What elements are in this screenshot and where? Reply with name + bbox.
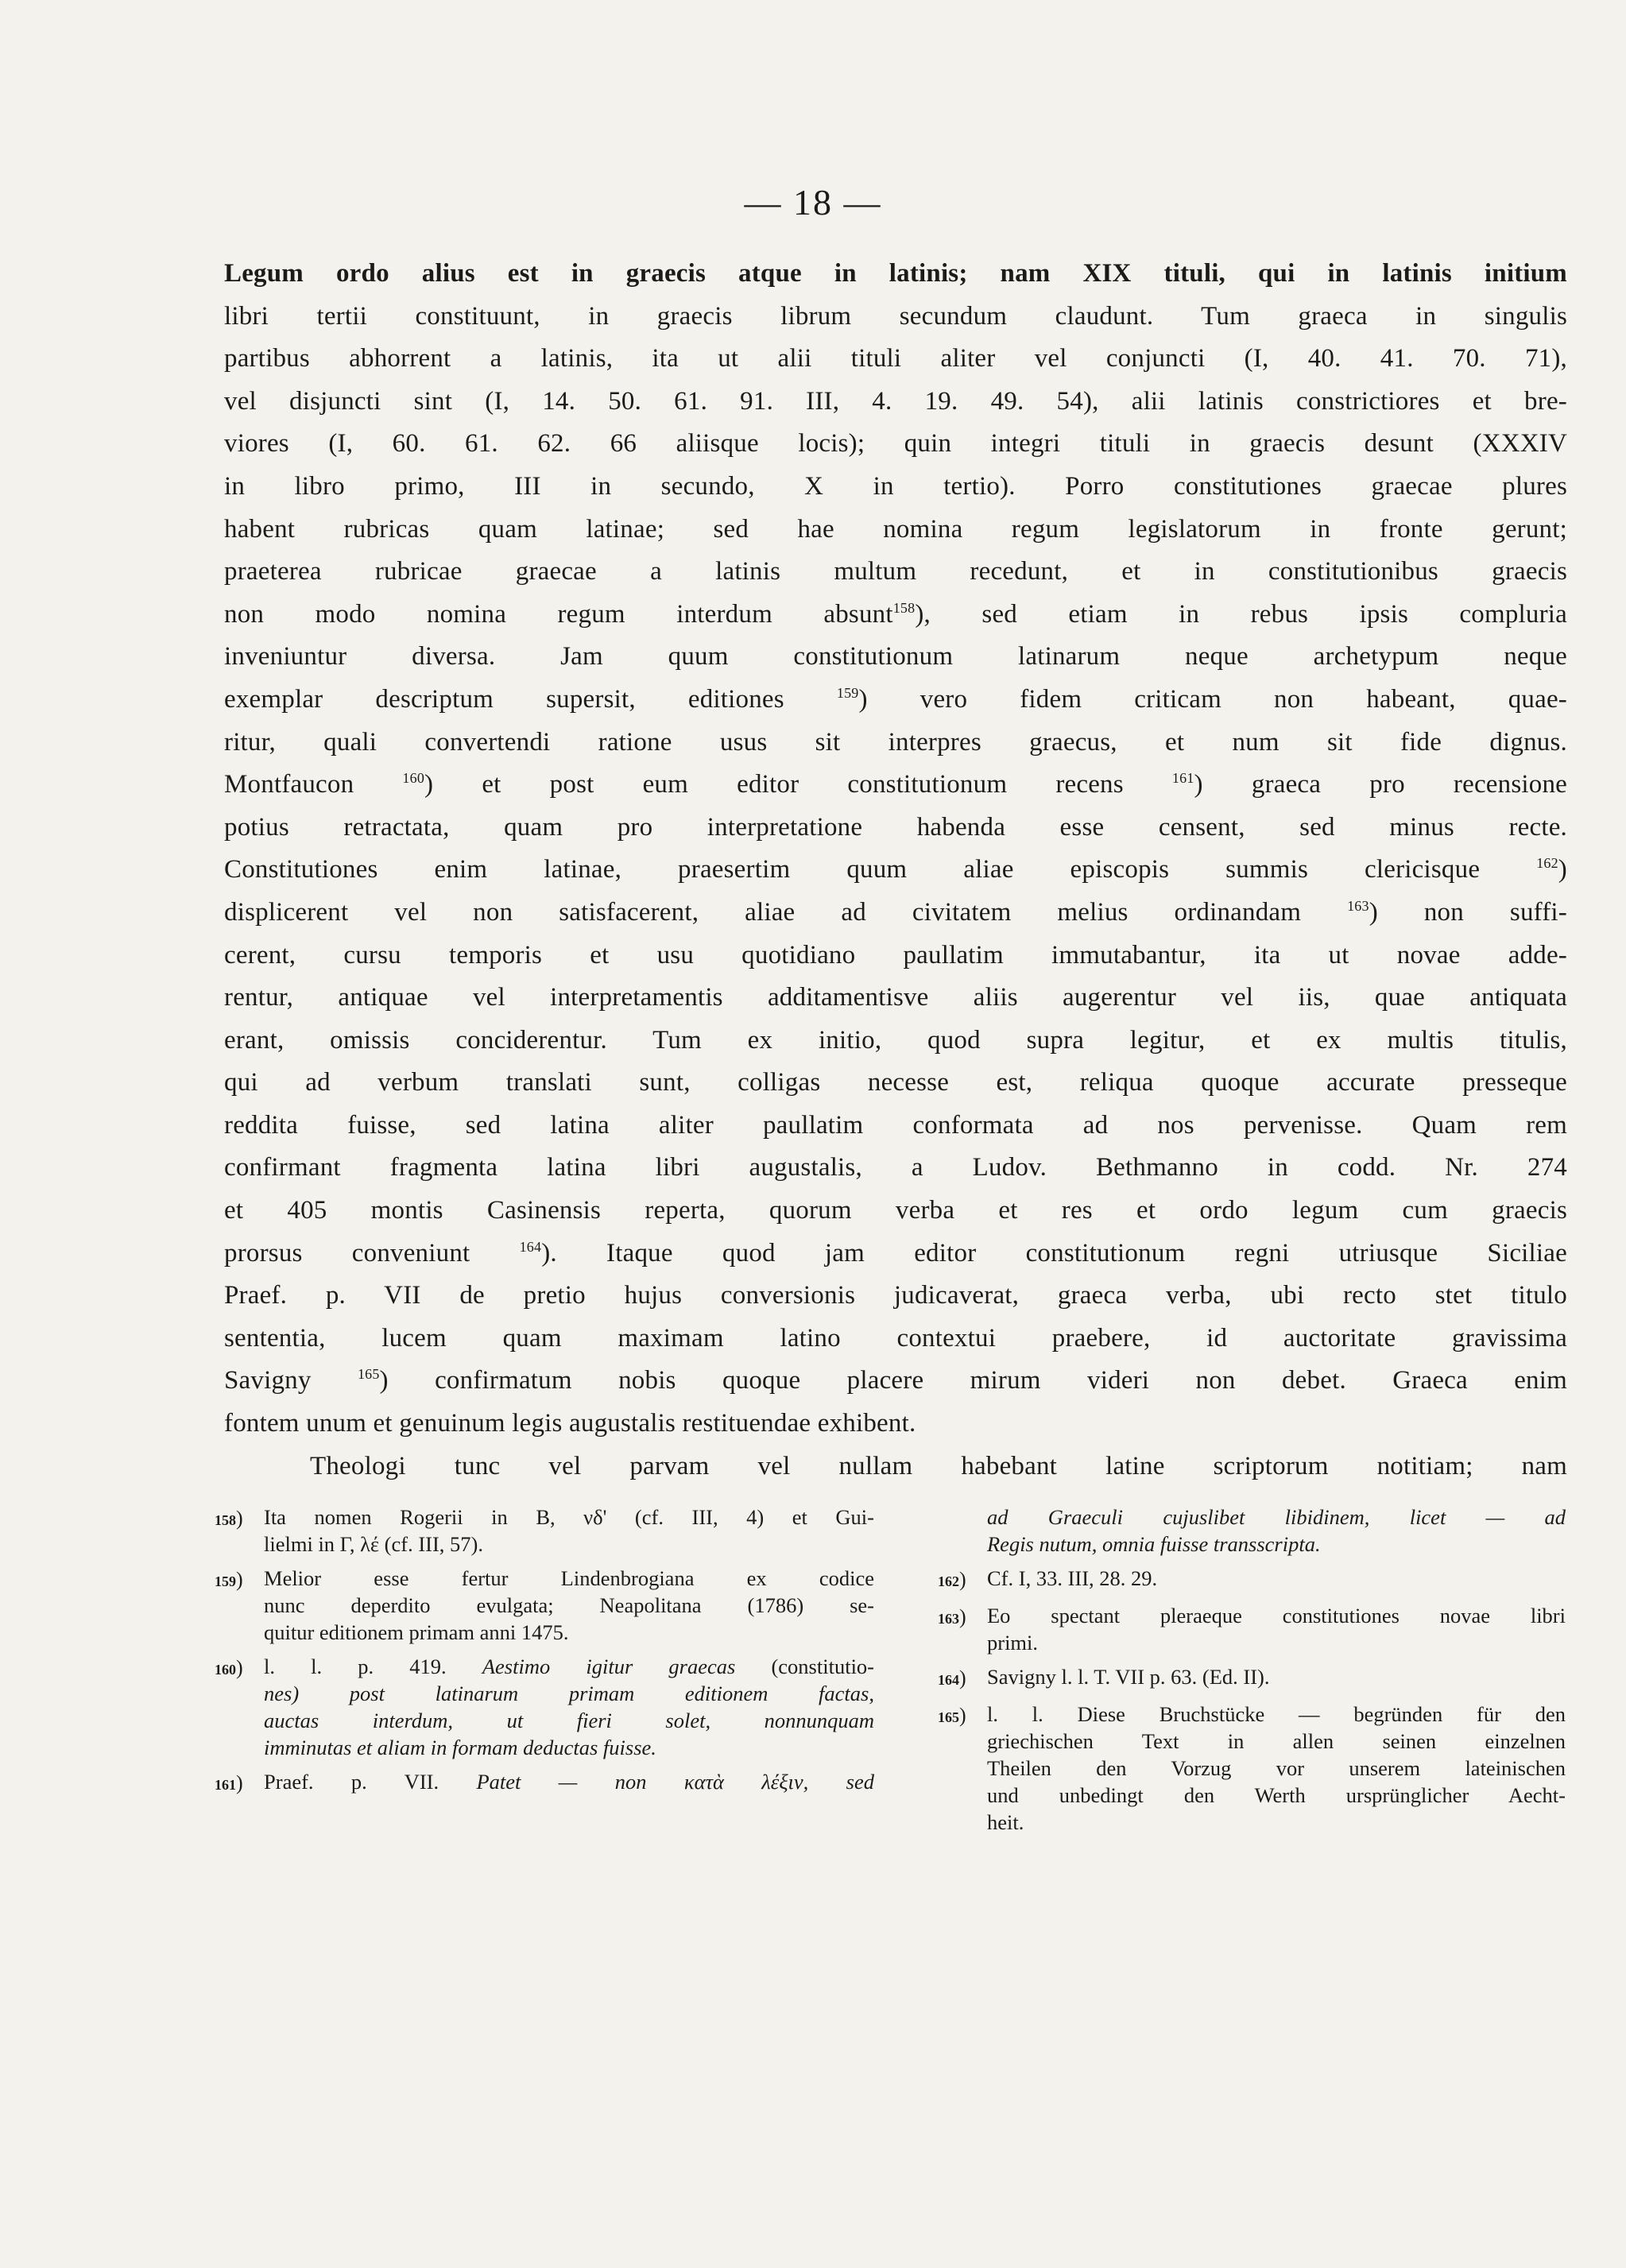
footnote-mark: 163)	[938, 1605, 966, 1628]
text-line: et 405 montis Casinensis reperta, quorum verba et res et ordo legum cum graecis	[224, 1196, 1567, 1225]
footnote-ref: 164	[519, 1238, 542, 1255]
footnote-line: l. l. p. 419. Aestimo igitur graecas (constitutio-	[264, 1655, 875, 1678]
footnote-mark: 161)	[215, 1771, 243, 1794]
text-line: sententia, lucem quam maximam latino contextui praebere, id auctoritate gravissima	[224, 1323, 1567, 1353]
footnotes-left-column	[215, 1504, 874, 1843]
text-line: partibus abhorrent a latinis, ita ut alii tituli aliter vel conjuncti (I, 40. 41. 70. 71),	[224, 344, 1567, 373]
footnote	[938, 1565, 1566, 1595]
footnote-mark: 158)	[215, 1507, 243, 1530]
text-line: Legum ordo alius est in graecis atque in latinis; nam XIX tituli, qui in latinis initium	[224, 259, 1567, 288]
text-line: cerent, cursu temporis et usu quotidiano paullatim immutabantur, ita ut novae adde-	[224, 940, 1567, 970]
text-line: Praef. p. VII de pretio hujus conversionis judicaverat, graeca verba, ubi recto stet titulo	[224, 1281, 1567, 1310]
text-line: potius retractata, quam pro interpretatione habenda esse censent, sed minus recte.	[224, 812, 1567, 842]
text-line: Constitutiones enim latinae, praesertim quum aliae episcopis summis clericisque $^{162}$)	[224, 855, 1567, 884]
footnote-ref: 161	[1171, 770, 1194, 787]
footnote-line: griechischen Text in allen seinen einzelnen	[987, 1729, 1566, 1753]
text-line: Theologi tunc vel parvam vel nullam habebant latine scriptorum notitiam; nam	[310, 1451, 1567, 1480]
footnote-line: Ita nomen Rogerii in B, νδ' (cf. III, 4) et Gui-	[264, 1505, 874, 1529]
footnote-mark: 162)	[938, 1568, 966, 1591]
text-line: erant, omissis conciderentur. Tum ex initio, quod supra legitur, et ex multis titulis,	[224, 1025, 1567, 1055]
footnote-line: Regis nutum, omnia fuisse transscripta.	[987, 1532, 1321, 1556]
text-line: libri tertii constituunt, in graecis librum secundum claudunt. Tum graeca in singulis	[224, 301, 1567, 331]
footnote-line: heit.	[987, 1810, 1024, 1834]
page-number: — 18 —	[744, 182, 882, 223]
text-line: exemplar descriptum supersit, editiones $^{159}$) vero fidem criticam non habeant, quae-	[224, 684, 1567, 714]
text-line: praeterea rubricae graecae a latinis multum recedunt, et in constitutionibus graecis	[224, 557, 1567, 586]
footnote-line: und unbedingt den Werth ursprünglicher Aecht-	[987, 1783, 1566, 1807]
text-line: fontem unum et genuinum legis augustalis restituendae exhibent.	[224, 1409, 916, 1438]
footnote	[938, 1701, 1566, 1836]
text-line: confirmant fragmenta latina libri augustalis, a Ludov. Bethmanno in codd. Nr. 274	[224, 1153, 1567, 1182]
footnote-line: Theilen den Vorzug vor unserem lateinischen	[987, 1756, 1566, 1780]
footnote-line: Melior esse fertur Lindenbrogiana ex codice	[264, 1566, 874, 1590]
text-line: inveniuntur diversa. Jam quum constitutionum latinarum neque archetypum neque	[224, 642, 1567, 671]
footnote-line: nes) post latinarum primam editionem factas,	[264, 1682, 874, 1705]
footnote-line: primi.	[987, 1631, 1039, 1655]
footnote-line: imminutas et aliam in formam deductas fuisse.	[264, 1736, 656, 1759]
footnote-ref: 159	[836, 684, 859, 701]
text-line: in libro primo, III in secundo, X in tertio). Porro constitutiones graecae plures	[224, 471, 1567, 501]
footnote-line: Savigny l. l. T. VII p. 63. (Ed. II).	[987, 1665, 1270, 1689]
text-line: non modo nomina regum interdum absunt$^{158}$), sed etiam in rebus ipsis compluria	[224, 599, 1567, 629]
text-line: vel disjuncti sint (I, 14. 50. 61. 91. III, 4. 19. 49. 54), alii latinis constrictiores et bre-	[224, 386, 1567, 416]
footnote	[215, 1565, 874, 1646]
text-line: displicerent vel non satisfacerent, aliae ad civitatem melius ordinandam $^{163}$) non suffi-	[224, 897, 1567, 927]
text-line: habent rubricas quam latinae; sed hae nomina regum legislatorum in fronte gerunt;	[224, 514, 1567, 544]
footnote-mark: 164)	[938, 1666, 966, 1689]
text-line: reddita fuisse, sed latina aliter paullatim conformata ad nos pervenisse. Quam rem	[224, 1110, 1567, 1140]
footnote-ref: 160	[402, 770, 425, 787]
text-line: qui ad verbum translati sunt, colligas necesse est, reliqua quoque accurate presseque	[224, 1068, 1567, 1097]
footnote-continuation	[938, 1504, 1566, 1558]
footnotes-right-column	[938, 1504, 1566, 1843]
footnote-ref: 165	[357, 1366, 380, 1383]
footnote-line: Eo spectant pleraeque constitutiones novae libri	[987, 1604, 1566, 1627]
footnote	[215, 1653, 874, 1761]
footnote-line: ad Graeculi cujuslibet libidinem, licet — ad	[987, 1505, 1566, 1529]
footnote	[215, 1768, 874, 1798]
footnote	[215, 1504, 874, 1558]
footnote-line: l. l. Diese Bruchstücke — begründen für den	[987, 1702, 1566, 1726]
footnote-ref: 158	[892, 599, 916, 616]
footnote-line: quitur editionem primam anni 1475.	[264, 1620, 569, 1644]
text-line: ritur, quali convertendi ratione usus sit interpres graecus, et num sit fide dignus.	[224, 727, 1567, 757]
footnote-ref: 162	[1536, 855, 1558, 872]
footnote-mark: 165)	[938, 1704, 966, 1727]
footnote-line: auctas interdum, ut fieri solet, nonnunquam	[264, 1709, 874, 1732]
text-line: rentur, antiquae vel interpretamentis additamentisve aliis augerentur vel iis, quae antiquata	[224, 983, 1567, 1012]
footnote-line: Cf. I, 33. III, 28. 29.	[987, 1566, 1158, 1590]
footnote-line: lielmi in Γ, λέ (cf. III, 57).	[264, 1532, 484, 1556]
footnote-ref: 163	[1347, 897, 1369, 914]
text-line: Savigny $^{165}$) confirmatum nobis quoque placere mirum videri non debet. Graeca enim	[224, 1366, 1567, 1395]
main-text	[224, 253, 1567, 1488]
text-line: Montfaucon $^{160}$) et post eum editor constitutionum recens $^{161}$) graeca pro recensione	[224, 770, 1567, 799]
footnote	[938, 1663, 1566, 1693]
footnote-mark: 160)	[215, 1656, 243, 1679]
footnotes	[215, 1504, 1566, 1843]
footnote-line: Praef. p. VII. Patet — non κατὰ λέξιν, sed	[264, 1770, 874, 1794]
footnote	[938, 1602, 1566, 1656]
footnote-line: nunc deperdito evulgata; Neapolitana (1786) se-	[264, 1593, 874, 1617]
text-line: prorsus conveniunt $^{164}$). Itaque quod jam editor constitutionum regni utriusque Siciliae	[224, 1238, 1567, 1268]
text-line: viores (I, 60. 61. 62. 66 aliisque locis); quin integri tituli in graecis desunt (XXXIV	[224, 429, 1567, 459]
footnote-mark: 159)	[215, 1568, 243, 1591]
